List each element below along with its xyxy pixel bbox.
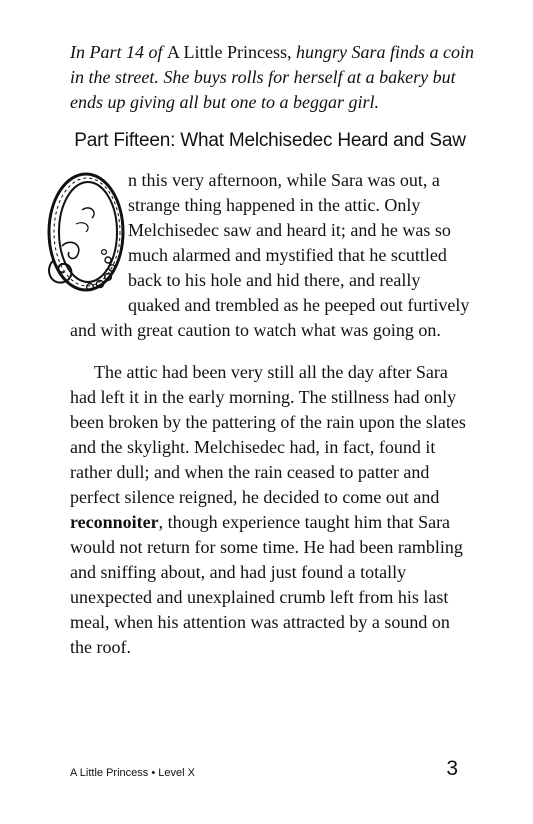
paragraph-1	[70, 168, 470, 343]
intro-after: , hungry Sara finds a coin in the street. She buys rolls for herself at a bakery but ends up giving all but one to a beggar girl.	[70, 42, 474, 112]
ornamental-dropcap-o-icon	[42, 168, 128, 298]
paragraph-2-before: The attic had been very still all the day after Sara had left it in the early morning. The stillness had only been broken by the pattering of the rain upon the slates and the skylight. Melchisedec had, in fact, found it rather dull; and when the rain ceased to patter and perfect silence reigned, he decided to come out and	[70, 362, 466, 507]
intro-book-title: A Little Princess	[167, 42, 287, 62]
paragraph-1-text: n this very afternoon, while Sara was out, a strange thing happened in the attic. Only Melchisedec saw and heard it; and he was so much alarmed and mystified that he scuttled back to his hole and hid there, and really quaked and trembled as he peeped out furtively and with great caution to watch what was going on.	[70, 170, 470, 340]
story-body	[70, 168, 470, 660]
vocab-word: reconnoiter	[70, 512, 159, 532]
paragraph-2-after: , though experience taught him that Sara would not return for some time. He had been rambling and sniffing about, and had just found a totally unexpected and unexplained crumb left from his last meal, when his attention was attracted by a sound on the roof.	[70, 512, 463, 657]
section-heading: Part Fifteen: What Melchisedec Heard and Saw	[74, 130, 466, 151]
footer-book-level: A Little Princess • Level X	[70, 767, 195, 779]
page-number: 3	[446, 757, 458, 780]
paragraph-2	[70, 360, 470, 660]
intro-before: In Part 14 of	[70, 42, 167, 62]
intro-summary	[70, 40, 490, 115]
